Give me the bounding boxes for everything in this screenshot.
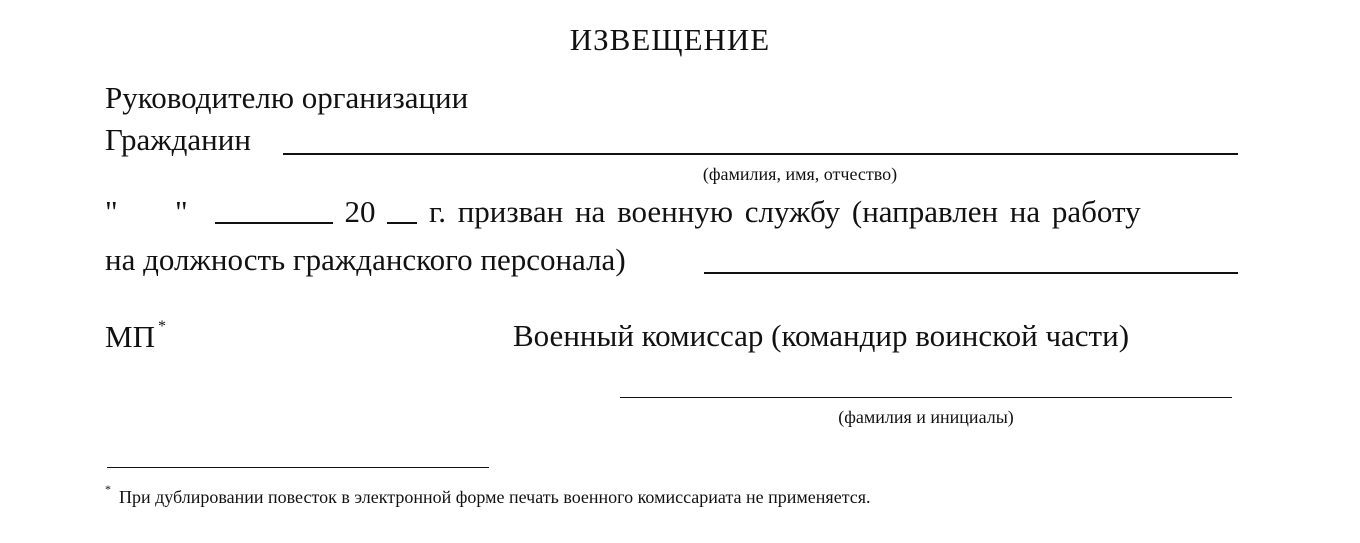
addressee-line: Руководителю организации xyxy=(105,80,469,115)
citizen-name-field-line[interactable] xyxy=(283,153,1238,155)
call-up-text: г. призван на военную службу (направлен на работу xyxy=(429,194,1141,229)
position-text: на должность гражданского персонала) xyxy=(105,242,626,277)
year-prefix: 20 xyxy=(344,194,376,229)
footnote-mark: * xyxy=(105,482,111,496)
citizen-label: Гражданин xyxy=(105,122,251,157)
signatory-title: Военный комиссар (командир воинской части) xyxy=(513,318,1130,353)
stamp-label: МП xyxy=(105,319,155,354)
year-field-line[interactable] xyxy=(387,196,417,224)
citizen-name-hint: (фамилия, имя, отчество) xyxy=(702,164,898,184)
footnote xyxy=(105,482,871,508)
footnote-separator xyxy=(107,467,489,468)
footnote-text: При дублировании повесток в электронной форме печать военного комиссариата не применяется. xyxy=(119,487,871,507)
position-field-line[interactable] xyxy=(704,272,1238,274)
date-open-quote: " xyxy=(105,194,118,229)
signatory-hint: (фамилия и инициалы) xyxy=(838,407,1014,427)
month-field-line[interactable] xyxy=(215,196,333,224)
date-close-quote: " xyxy=(175,194,188,229)
stamp-footnote-mark: * xyxy=(157,318,166,335)
document-title: ИЗВЕЩЕНИЕ xyxy=(569,22,771,57)
stamp-place xyxy=(105,318,166,355)
signatory-field-line[interactable] xyxy=(620,397,1232,398)
call-up-date-line xyxy=(105,194,1237,230)
